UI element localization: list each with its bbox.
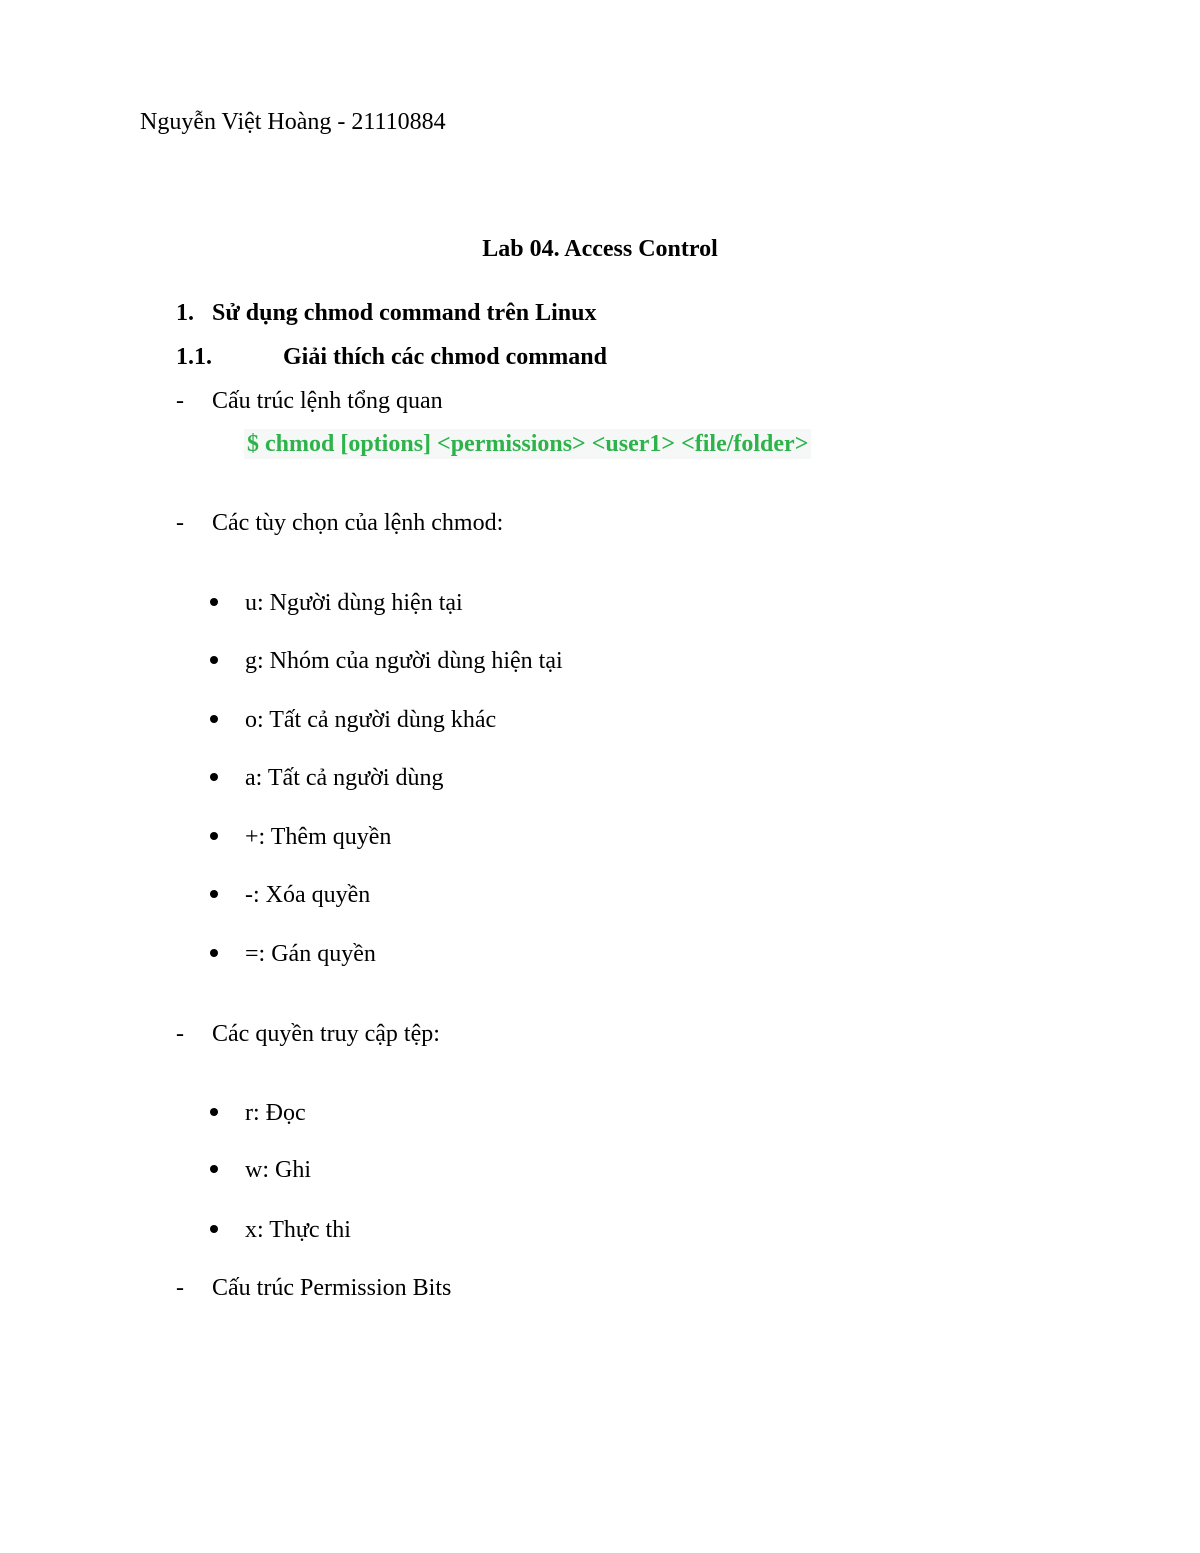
dash-item-permissions [176,1019,440,1049]
bullet-icon [210,949,218,957]
list-item [210,880,370,910]
list-item-text: u: Người dùng hiện tại [245,590,463,616]
dash-item-permission-bits [176,1273,451,1303]
subsection-heading-1-1 [176,342,607,372]
list-item [210,1098,306,1128]
section-heading-text: Sử dụng chmod command trên Linux [212,300,597,326]
list-item [210,705,496,735]
list-item-text: -: Xóa quyền [245,882,371,908]
document-title: Lab 04. Access Control [482,236,718,262]
list-item [210,588,463,618]
list-item-text: g: Nhóm của người dùng hiện tại [245,648,563,674]
dash-item-text: Cấu trúc Permission Bits [212,1275,452,1301]
subsection-number: 1.1. [176,344,212,370]
command-snippet: $ chmod [options] <permissions> <user1> <file/folder> [244,429,811,459]
bullet-icon [210,1225,218,1233]
bullet-icon [210,1165,218,1173]
bullet-icon [210,598,218,606]
dash-item-text: Cấu trúc lệnh tổng quan [212,388,443,414]
author-line: Nguyễn Việt Hoàng - 21110884 [140,109,446,135]
dash-marker: - [176,1021,184,1047]
list-item [210,1215,351,1245]
list-item [210,939,376,969]
list-item [210,763,444,793]
section-heading-1 [176,298,596,328]
list-item [210,1155,311,1185]
subsection-heading-text: Giải thích các chmod command [283,344,607,370]
list-item [210,822,391,852]
dash-marker: - [176,388,184,414]
bullet-icon [210,832,218,840]
list-item-text: x: Thực thi [245,1217,351,1243]
list-item-text: a: Tất cả người dùng [245,765,444,791]
dash-item-text: Các tùy chọn của lệnh chmod: [212,510,504,536]
dash-item-options [176,508,503,538]
list-item-text: =: Gán quyền [245,941,376,967]
bullet-icon [210,890,218,898]
dash-item-structure [176,386,443,416]
dash-marker: - [176,510,184,536]
bullet-icon [210,773,218,781]
list-item-text: w: Ghi [245,1157,311,1183]
bullet-icon [210,715,218,723]
list-item [210,646,563,676]
list-item-text: +: Thêm quyền [245,824,392,850]
dash-marker: - [176,1275,184,1301]
dash-item-text: Các quyền truy cập tệp: [212,1021,440,1047]
list-item-text: o: Tất cả người dùng khác [245,707,497,733]
bullet-icon [210,656,218,664]
bullet-icon [210,1108,218,1116]
section-number: 1. [176,300,194,326]
list-item-text: r: Đọc [245,1100,306,1126]
